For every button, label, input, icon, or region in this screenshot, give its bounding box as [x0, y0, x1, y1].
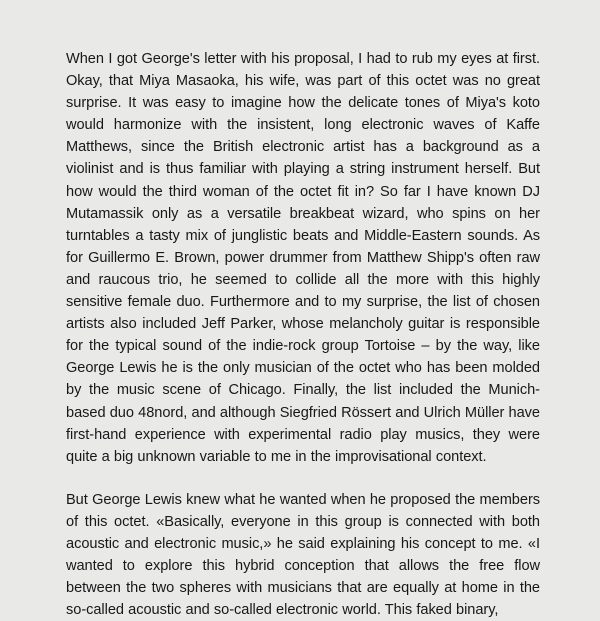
paragraph-2: But George Lewis knew what he wanted when he proposed the members of this octet. «Basically, everyone in this group is connected with both acoustic and electronic music,» he said explaining his concept to me. «I wanted to explore this hybrid conception that allows the free flow between the two spheres with musicians that are equally at home in the so-called acoustic and so-called electronic world. This faked binary, [66, 491, 540, 619]
paragraph-1: When I got George's letter with his proposal, I had to rub my eyes at first. Okay, that Miya Masaoka, his wife, was part of this octet was no great surprise. It was easy to imagine how the delicate tones of Miya's koto would harmonize with the insistent, long electronic waves of Kaffe Matthews, since the British electronic artist has a background as a violinist and is thus familiar with playing a string instrument herself. But how would the third woman of the octet fit in? So far I have known DJ Mutamassik only as a versatile breakbeat wizard, who spins on her turntables a tasty mix of junglistic beats and Middle-Eastern sounds. As for Guillermo E. Brown, power drummer from Matthew Shipp's often raw and raucous trio, he seemed to collide all the more with this highly sensitive female duo. Furthermore and to my surprise, the list of chosen artists also included Jeff Parker, whose melancholy guitar is responsible for the typical sound of the indie-rock group Tortoise – by the way, like George Lewis he is the only musician of the octet who has been molded by the music scene of Chicago. Finally, the list included the Munich-based duo 48nord, and although Siegfried Rössert and Ulrich Müller have first-hand experience with experimental radio play musics, they were quite a big unknown variable to me in the improvisational context. [66, 51, 540, 465]
document-body [66, 48, 540, 621]
